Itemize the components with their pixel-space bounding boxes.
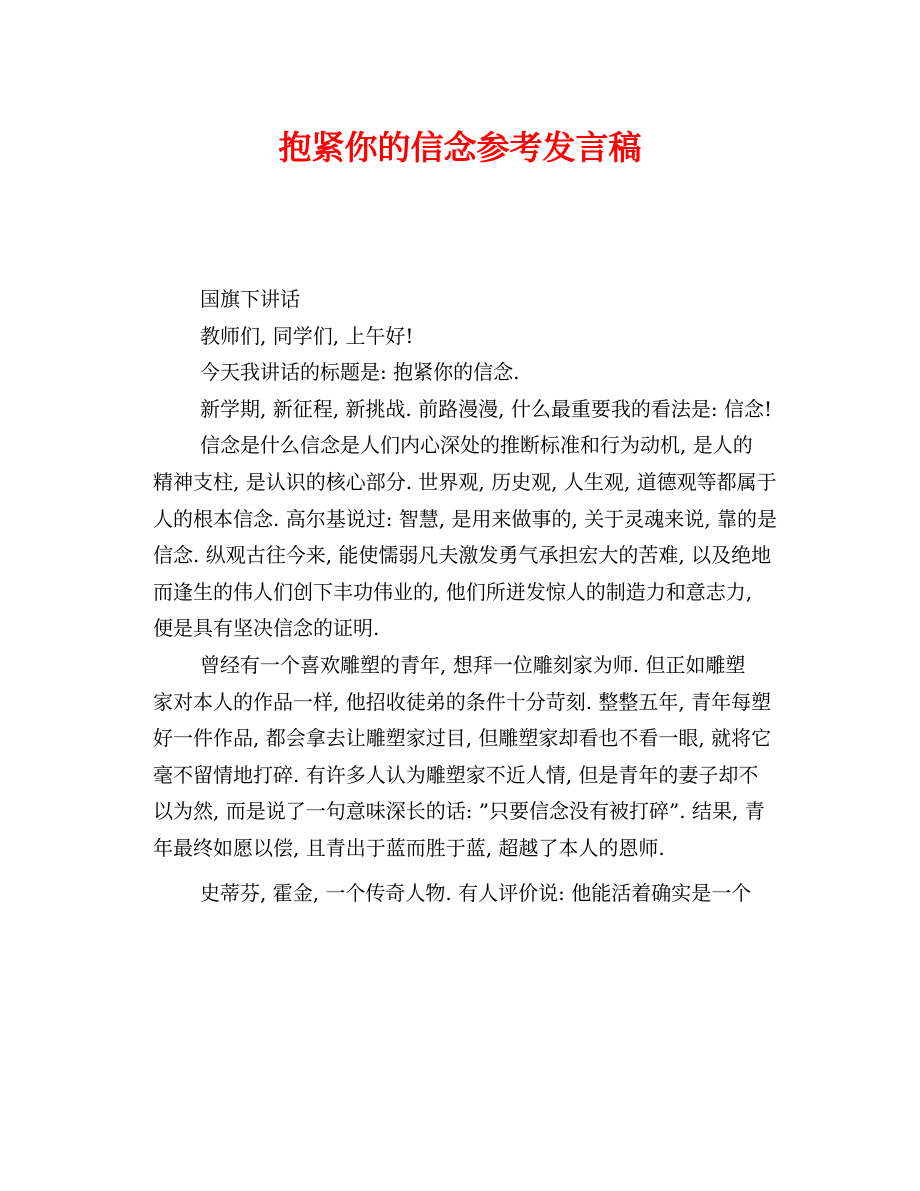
- text-line: 教师们, 同学们, 上午好!: [200, 323, 414, 348]
- text-line: 家对本人的作品一样, 他招收徒弟的条件十分苛刻. 整整五年, 青年每塑: [153, 689, 772, 714]
- text-line: 新学期, 新征程, 新挑战. 前路漫漫, 什么最重要我的看法是: 信念!: [200, 396, 772, 421]
- text-line: 史蒂芬, 霍金, 一个传奇人物. 有人评价说: 他能活着确实是一个: [200, 880, 752, 905]
- text-line: 曾经有一个喜欢雕塑的青年, 想拜一位雕刻家为师. 但正如雕塑: [200, 652, 746, 677]
- document-body: [153, 281, 793, 911]
- text-line: 年最终如愿以偿, 且青出于蓝而胜于蓝, 超越了本人的恩师.: [153, 835, 665, 860]
- paragraph-gap: [153, 867, 793, 875]
- text-line: 以为然, 而是说了一句意味深长的话: ”只要信念没有被打碎”. 结果, 青: [153, 799, 765, 824]
- text-line: 国旗下讲话: [200, 287, 300, 311]
- text-line: 精神支柱, 是认识的核心部分. 世界观, 历史观, 人生观, 道德观等都属于: [153, 469, 777, 494]
- text-line: 人的根本信念. 高尔基说过: 智慧, 是用来做事的, 关于灵魂来说, 靠的是: [153, 506, 777, 531]
- text-line: 信念. 纵观古往今来, 能使懦弱凡夫激发勇气承担宏大的苦难, 以及绝地: [153, 543, 772, 568]
- text-line: 便是具有坚决信念的证明.: [153, 616, 380, 641]
- text-line: 好一件作品, 都会拿去让雕塑家过目, 但雕塑家却看也不看一眼, 就将它: [153, 726, 772, 751]
- text-line: 今天我讲话的标题是: 抱紧你的信念.: [200, 360, 520, 385]
- text-line: 而逢生的伟人们创下丰功伟业的, 他们所迸发惊人的制造力和意志力,: [153, 579, 753, 604]
- text-line: 毫不留情地打碎. 有许多人认为雕塑家不近人情, 但是青年的妻子却不: [153, 762, 759, 787]
- document-title: 抱紧你的信念参考发言稿: [278, 128, 642, 167]
- text-line: 信念是什么信念是人们内心深处的推断标准和行为动机, 是人的: [200, 433, 753, 458]
